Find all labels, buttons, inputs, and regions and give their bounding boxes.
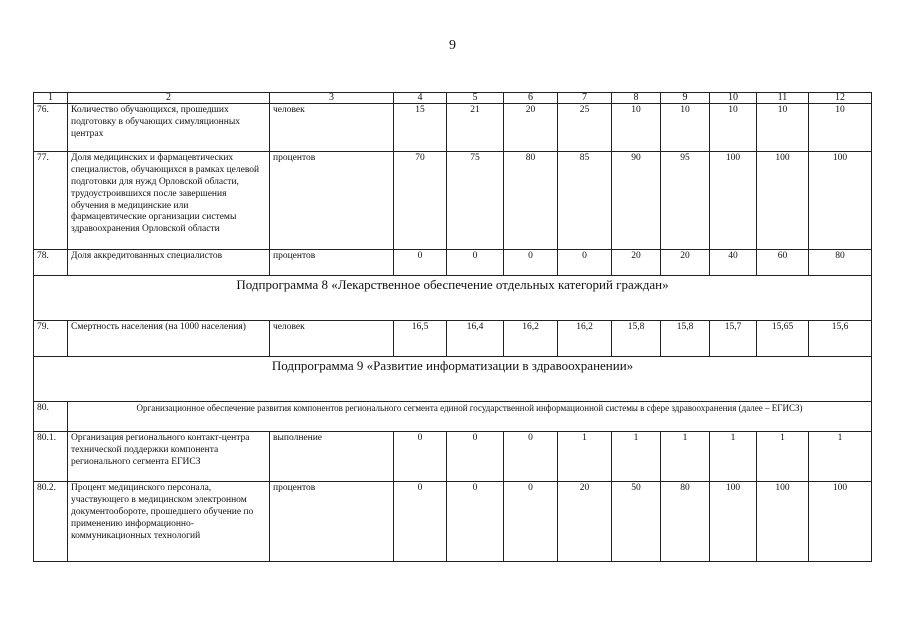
table-row — [34, 402, 872, 432]
value-cell: 80 — [504, 152, 558, 250]
table-row — [34, 250, 872, 276]
value-cell: 15,8 — [612, 321, 661, 357]
header-cell: 11 — [757, 93, 809, 104]
value-cell: 90 — [612, 152, 661, 250]
value-cell: 1 — [809, 432, 872, 482]
value-cell: 15,65 — [757, 321, 809, 357]
value-cell: 1 — [612, 432, 661, 482]
unit-cell: человек — [270, 104, 394, 152]
value-cell: 70 — [394, 152, 447, 250]
unit-cell: человек — [270, 321, 394, 357]
value-cell: 100 — [809, 152, 872, 250]
value-cell: 1 — [710, 432, 757, 482]
value-cell: 16,5 — [394, 321, 447, 357]
header-cell: 2 — [68, 93, 270, 104]
value-cell: 0 — [394, 482, 447, 562]
row-number: 79. — [34, 321, 68, 357]
value-cell: 10 — [612, 104, 661, 152]
unit-cell: процентов — [270, 250, 394, 276]
value-cell: 15 — [394, 104, 447, 152]
header-cell: 1 — [34, 93, 68, 104]
table-row — [34, 321, 872, 357]
section-description: Организационное обеспечение развития компонентов регионального сегмента единой государственной информационной системы в сфере здравоохранения (далее – ЕГИСЗ) — [68, 402, 872, 432]
indicator-name: Доля медицинских и фармацевтических специалистов, обучающихся в рамках целевой подготовки для нужд Орловской области, трудоустроившихся после завершения обучения в медицинские или фармацевтические организации системы здравоохранения Орловской области — [68, 152, 270, 250]
header-cell: 4 — [394, 93, 447, 104]
unit-cell: процентов — [270, 152, 394, 250]
value-cell: 20 — [612, 250, 661, 276]
indicator-name: Организация регионального контакт-центра технической поддержки компонента регионального сегмента ЕГИСЗ — [68, 432, 270, 482]
value-cell: 15,6 — [809, 321, 872, 357]
indicators-table — [33, 92, 872, 562]
indicator-name: Количество обучающихся, прошедших подготовку в обучающих симуляционных центрах — [68, 104, 270, 152]
value-cell: 0 — [504, 250, 558, 276]
value-cell: 10 — [757, 104, 809, 152]
indicator-name: Процент медицинского персонала, участвующего в медицинском электронном документообороте, прошедшего обучение по применению информационно-коммуникационных технологий — [68, 482, 270, 562]
value-cell: 15,7 — [710, 321, 757, 357]
value-cell: 0 — [394, 432, 447, 482]
value-cell: 16,4 — [447, 321, 504, 357]
header-cell: 6 — [504, 93, 558, 104]
value-cell: 10 — [809, 104, 872, 152]
row-number: 78. — [34, 250, 68, 276]
value-cell: 0 — [447, 482, 504, 562]
row-number: 76. — [34, 104, 68, 152]
header-cell: 5 — [447, 93, 504, 104]
table-row — [34, 482, 872, 562]
value-cell: 100 — [757, 152, 809, 250]
unit-cell: выполнение — [270, 432, 394, 482]
value-cell: 0 — [504, 432, 558, 482]
header-cell: 10 — [710, 93, 757, 104]
value-cell: 85 — [558, 152, 612, 250]
value-cell: 20 — [558, 482, 612, 562]
header-cell: 3 — [270, 93, 394, 104]
subprogram-title: Подпрограмма 8 «Лекарственное обеспечение отдельных категорий граждан» — [34, 276, 872, 321]
header-row — [34, 93, 872, 104]
value-cell: 75 — [447, 152, 504, 250]
value-cell: 21 — [447, 104, 504, 152]
value-cell: 0 — [504, 482, 558, 562]
table-row — [34, 104, 872, 152]
value-cell: 100 — [809, 482, 872, 562]
header-cell: 8 — [612, 93, 661, 104]
value-cell: 10 — [661, 104, 710, 152]
table-row — [34, 152, 872, 250]
subprogram-row — [34, 357, 872, 402]
value-cell: 20 — [504, 104, 558, 152]
value-cell: 25 — [558, 104, 612, 152]
row-number: 77. — [34, 152, 68, 250]
value-cell: 50 — [612, 482, 661, 562]
row-number: 80. — [34, 402, 68, 432]
value-cell: 0 — [558, 250, 612, 276]
value-cell: 1 — [661, 432, 710, 482]
row-number: 80.2. — [34, 482, 68, 562]
value-cell: 80 — [661, 482, 710, 562]
value-cell: 16,2 — [504, 321, 558, 357]
indicator-name: Доля аккредитованных специалистов — [68, 250, 270, 276]
value-cell: 16,2 — [558, 321, 612, 357]
value-cell: 15,8 — [661, 321, 710, 357]
table-row — [34, 432, 872, 482]
value-cell: 100 — [757, 482, 809, 562]
value-cell: 40 — [710, 250, 757, 276]
value-cell: 1 — [757, 432, 809, 482]
value-cell: 1 — [558, 432, 612, 482]
value-cell: 100 — [710, 482, 757, 562]
value-cell: 0 — [447, 250, 504, 276]
header-cell: 12 — [809, 93, 872, 104]
value-cell: 20 — [661, 250, 710, 276]
unit-cell: процентов — [270, 482, 394, 562]
header-cell: 9 — [661, 93, 710, 104]
value-cell: 0 — [394, 250, 447, 276]
header-cell: 7 — [558, 93, 612, 104]
value-cell: 60 — [757, 250, 809, 276]
value-cell: 80 — [809, 250, 872, 276]
value-cell: 0 — [447, 432, 504, 482]
subprogram-title: Подпрограмма 9 «Развитие информатизации в здравоохранении» — [34, 357, 872, 402]
subprogram-row — [34, 276, 872, 321]
value-cell: 95 — [661, 152, 710, 250]
page-number: 9 — [449, 38, 456, 53]
value-cell: 10 — [710, 104, 757, 152]
indicator-name: Смертность населения (на 1000 населения) — [68, 321, 270, 357]
row-number: 80.1. — [34, 432, 68, 482]
value-cell: 100 — [710, 152, 757, 250]
